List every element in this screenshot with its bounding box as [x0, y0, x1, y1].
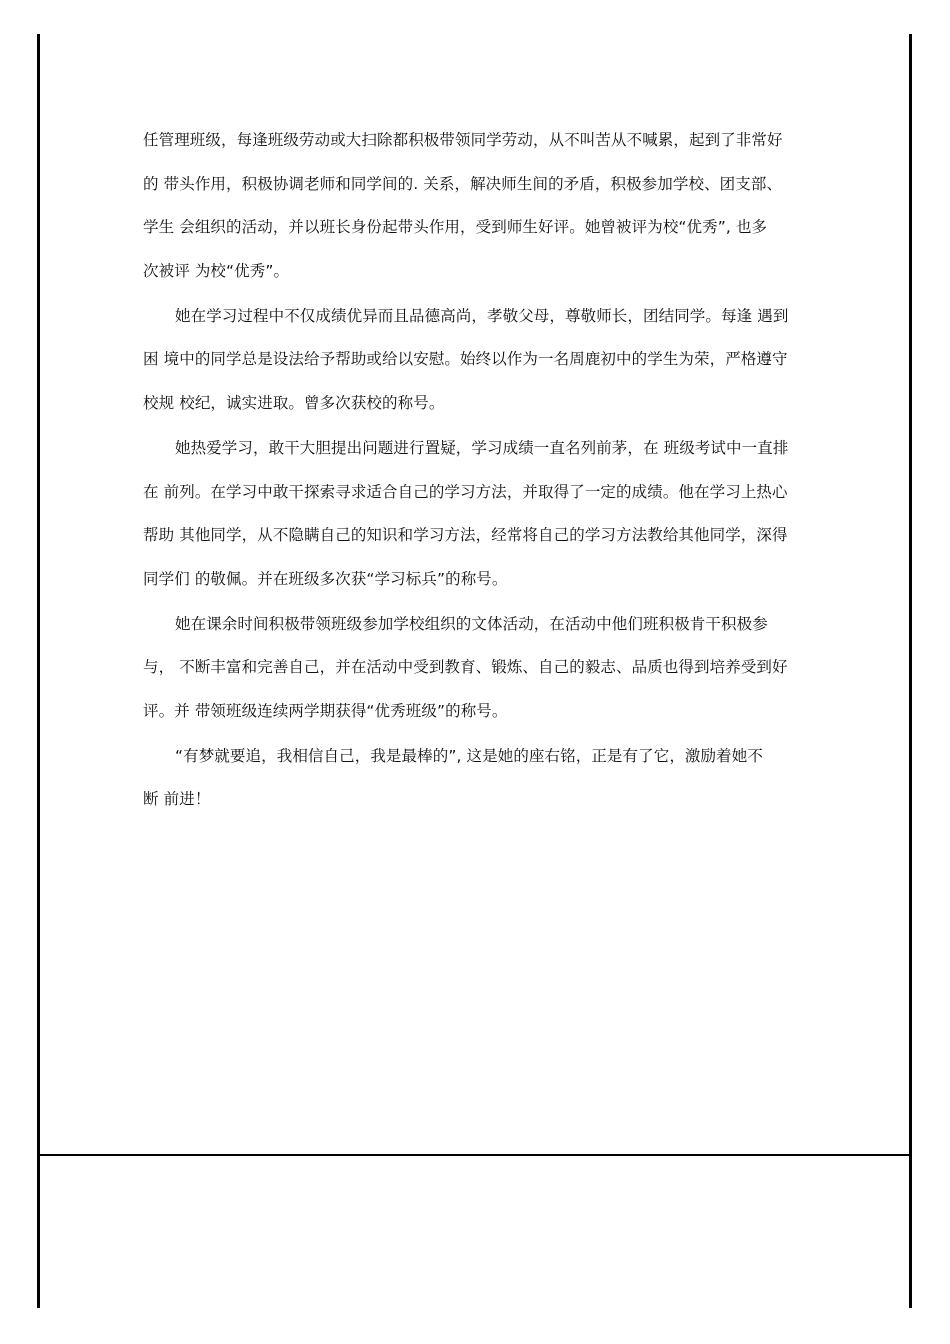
text-line: 困 境中的同学总是设法给予帮助或给以安慰。始终以作为一名周鹿初中的学生为荣，严格遵守	[143, 350, 788, 369]
text-line: 断 前进！	[143, 790, 211, 809]
paragraph-3	[143, 432, 818, 607]
body-text	[143, 124, 818, 828]
text-line: 同学们 的敬佩。并在班级多次获“学习标兵”的称号。	[143, 569, 508, 588]
paragraph-5	[143, 740, 818, 827]
page-border-right	[909, 34, 912, 1308]
text-line: 评。并 带领班级连续两学期获得“优秀班级”的称号。	[143, 701, 508, 720]
text-line: 她热爱学习，敢干大胆提出问题进行置疑，学习成绩一直名列前茅，在 班级考试中一直排	[175, 438, 789, 457]
page-horizontal-rule	[37, 1154, 912, 1156]
text-line: 学生 会组织的活动，并以班长身份起带头作用，受到师生好评。她曾被评为校“优秀”, 也多	[143, 218, 768, 237]
text-line: 在 前列。在学习中敢干探索寻求适合自己的学习方法，并取得了一定的成绩。他在学习上热心	[143, 482, 788, 501]
text-line: 次被评 为校“优秀”。	[143, 262, 290, 281]
text-line: 校规 校纪，诚实进取。曾多次获校的称号。	[143, 394, 445, 413]
text-line: 任管理班级，每逢班级劳动或大扫除都积极带领同学劳动，从不叫苦从不喊累，起到了非常好	[143, 131, 783, 149]
paragraph-4	[143, 608, 818, 739]
page-border-left	[37, 34, 40, 1308]
paragraph-2	[143, 300, 818, 431]
paragraph-1	[143, 124, 818, 299]
text-line: 她在学习过程中不仅成绩优异而且品德高尚，孝敬父母，尊敬师长，团结同学。每逢 遇到	[175, 306, 789, 325]
text-line: 的 带头作用，积极协调老师和同学间的. 关系，解决师生间的矛盾，积极参加学校、团支部、	[143, 174, 783, 193]
text-line: 她在课余时间积极带领班级参加学校组织的文体活动，在活动中他们班积极肯干积极参	[175, 614, 768, 633]
text-line: “有梦就要追，我相信自己，我是最棒的”, 这是她的座右铭，正是有了它，激励着她不	[175, 746, 763, 765]
text-line: 帮助 其他同学，从不隐瞒自己的知识和学习方法，经常将自己的学习方法教给其他同学，深得	[143, 526, 788, 545]
text-line: 与， 不断丰富和完善自己，并在活动中受到教育、锻炼、自己的毅志、品质也得到培养受到好	[143, 658, 788, 677]
